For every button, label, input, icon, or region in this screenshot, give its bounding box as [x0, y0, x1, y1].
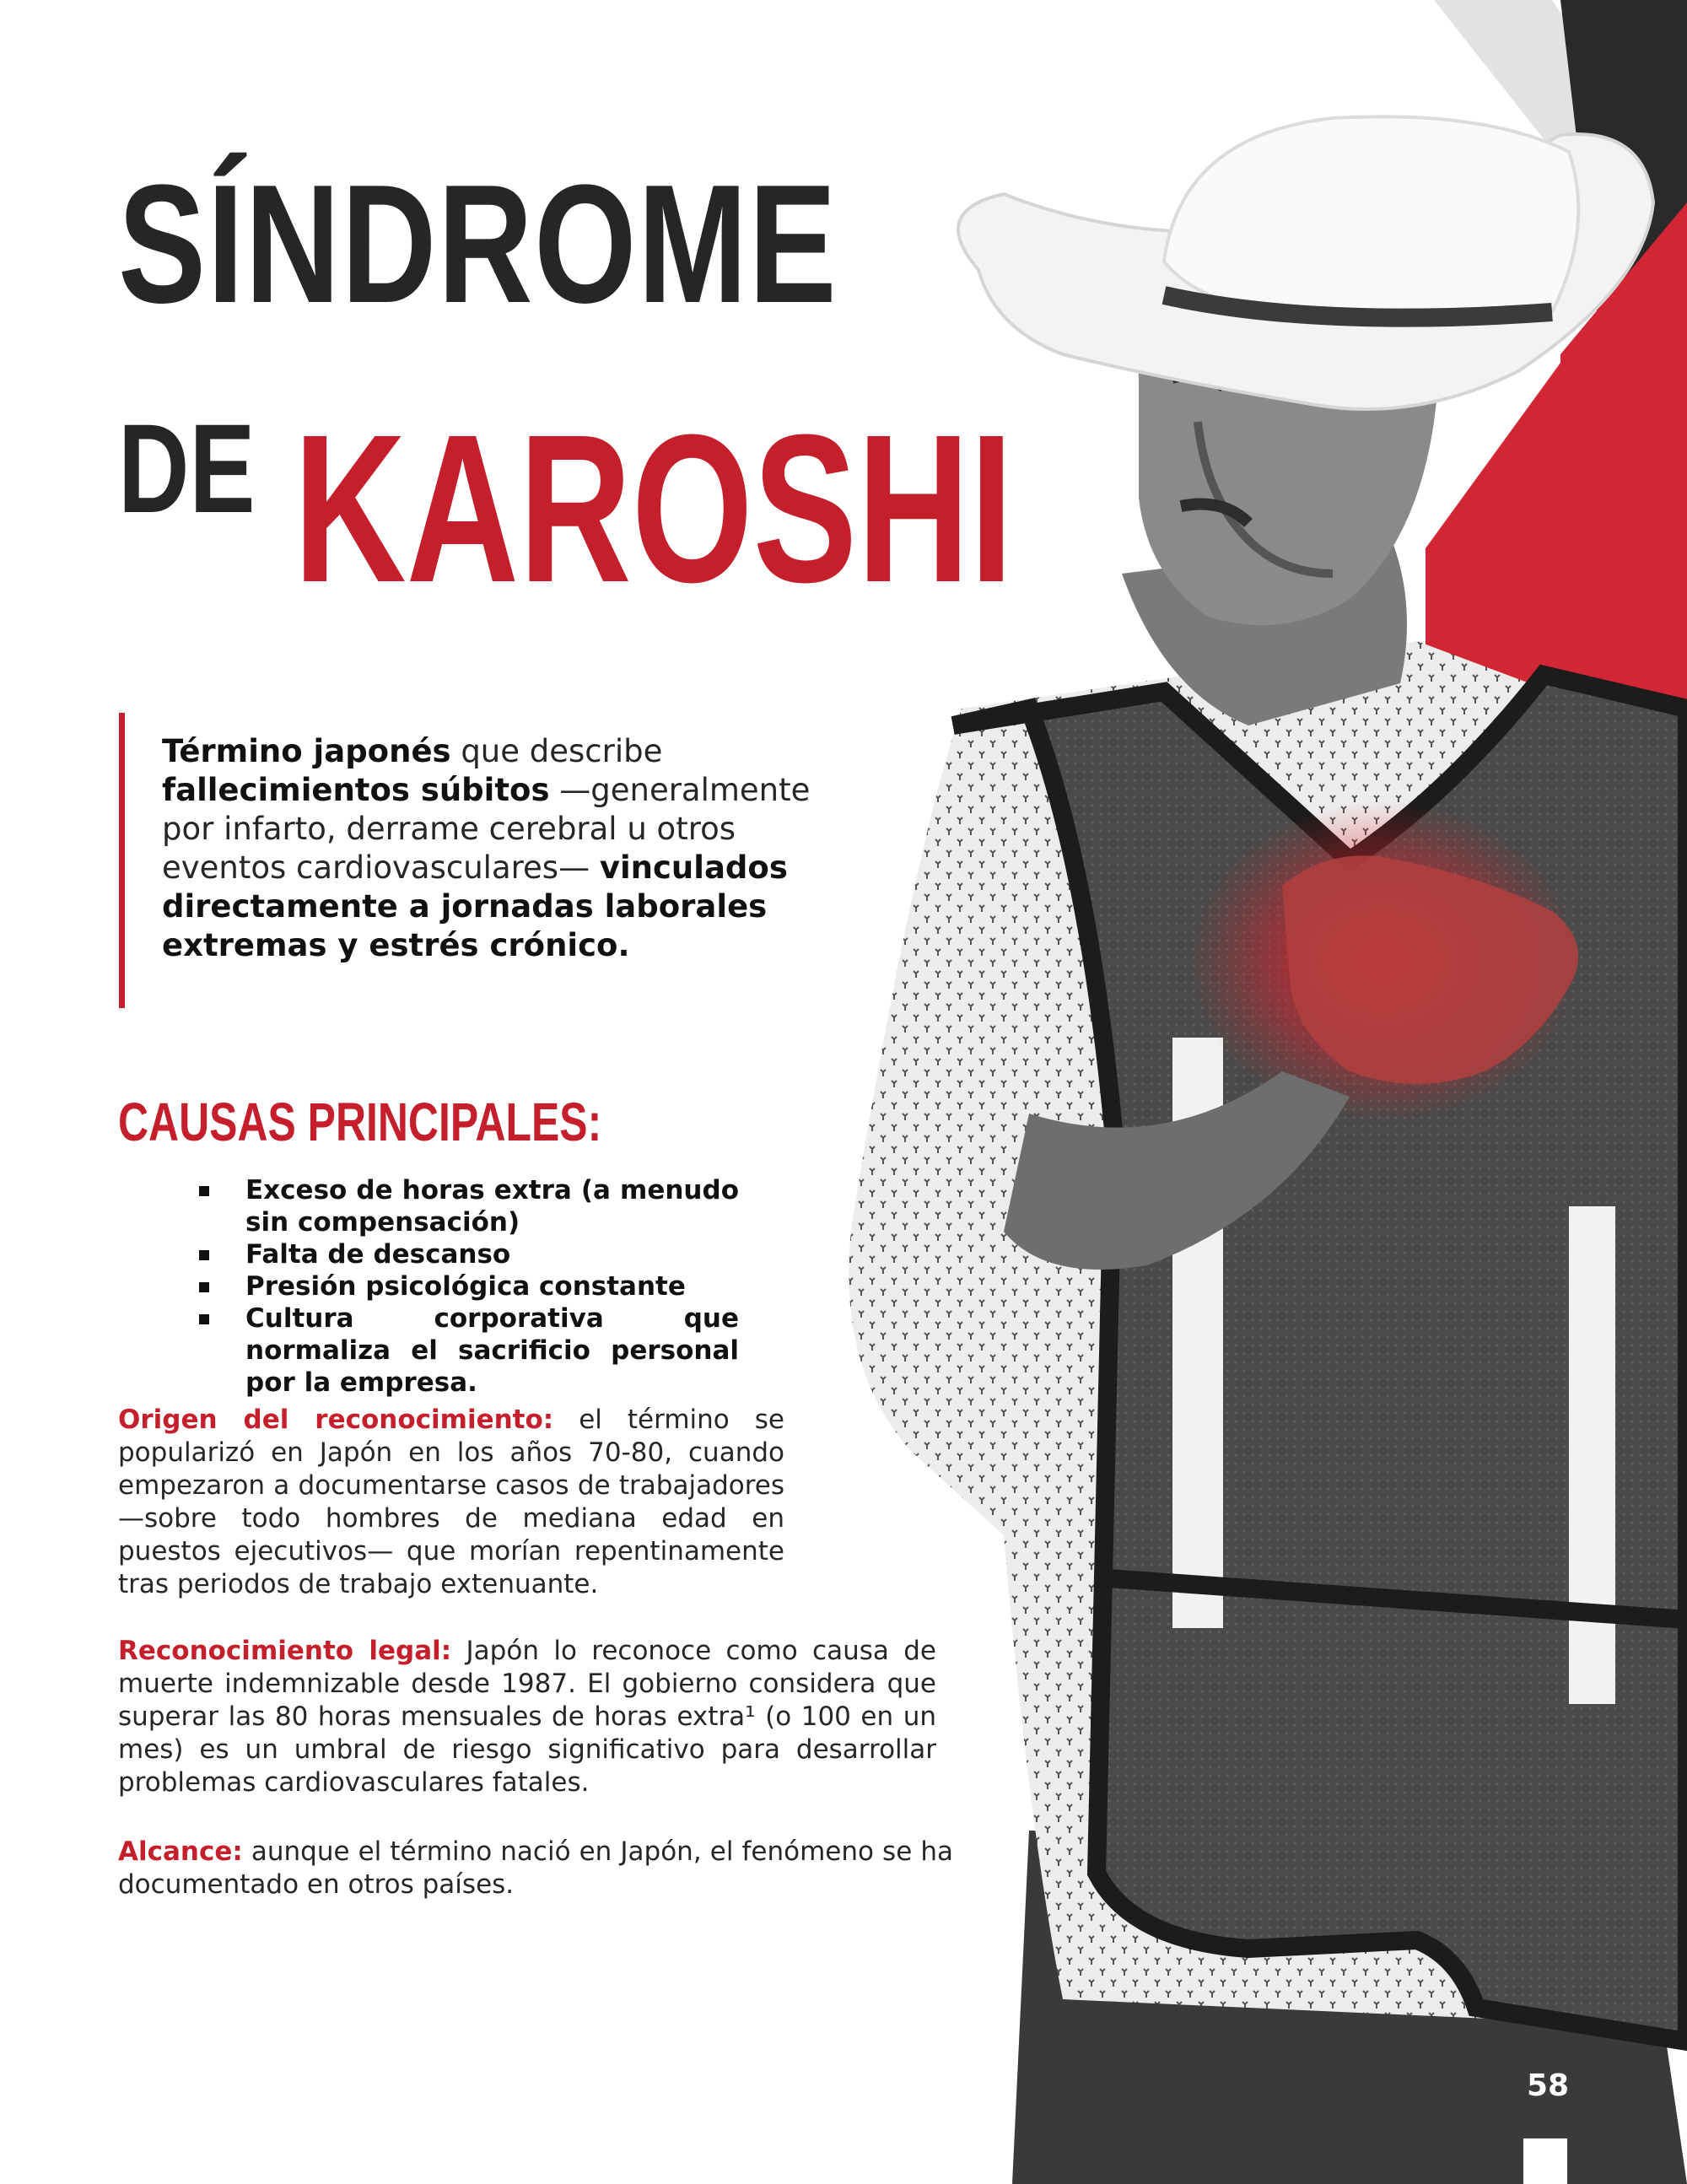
title-line-2-main: KAROSHI	[294, 391, 1014, 626]
cause-text: Exceso de horas extra (a menudo sin compensación)	[245, 1175, 739, 1238]
causes-list	[199, 1174, 739, 1399]
cause-item	[199, 1302, 739, 1399]
cause-item	[199, 1174, 739, 1238]
origin-label: Origen del reconocimiento:	[118, 1405, 554, 1435]
title-line-2-prefix: DE	[118, 397, 256, 539]
bullet-square-icon	[199, 1314, 209, 1324]
causes-heading: CAUSAS PRINCIPALES:	[118, 1092, 602, 1152]
legal-label: Reconocimiento legal:	[118, 1636, 452, 1666]
bullet-square-icon	[199, 1250, 209, 1260]
title-line-1: SÍNDROME	[118, 150, 838, 338]
legal-paragraph	[118, 1635, 936, 1799]
bullet-square-icon	[199, 1282, 209, 1292]
hat-crown	[1164, 116, 1578, 316]
scope-label: Alcance:	[118, 1836, 243, 1867]
intro-text-2: —generalmente por infarto, derrame cerebral u otros eventos cardiovasculares—	[162, 772, 811, 886]
cause-text: Falta de descanso	[245, 1239, 511, 1270]
bullet-square-icon	[199, 1186, 209, 1196]
origin-text: el término se popularizó en Japón en los años 70-80, cuando empezaron a documentarse casos de trabajadores —sobre todo hombres de mediana edad en puestos ejecutivos— que morían repentinamente tras periodos de trabajo extenuante.	[118, 1405, 784, 1599]
intro-text-1: que describe	[450, 733, 663, 769]
intro-paragraph	[162, 732, 828, 965]
legal-text: Japón lo reconoce como causa de muerte indemnizable desde 1987. El gobierno considera que superar las 80 horas mensuales de horas extra¹ (o 100 en un mes) es un umbral de riesgo significativo para desarrollar problemas cardiovasculares fatales.	[118, 1636, 936, 1798]
cause-item	[199, 1270, 739, 1302]
scope-text: aunque el término nació en Japón, el fenómeno se ha documentado en otros países.	[118, 1836, 953, 1900]
page-number: 58	[1527, 2068, 1570, 2103]
intro-bold-linked: vinculados directamente a jornadas laborales extremas y estrés crónico.	[162, 849, 788, 963]
origin-paragraph	[118, 1404, 784, 1601]
vest-reflective-stripe-right	[1569, 1206, 1615, 1704]
intro-accent-bar	[119, 713, 125, 1008]
page-corner-box	[1523, 2138, 1567, 2184]
cause-text: Presión psicológica constante	[245, 1271, 686, 1302]
cause-text: Cultura corporativa que normaliza el sacrificio personal por la empresa.	[245, 1303, 739, 1398]
cause-item	[199, 1238, 739, 1270]
scope-paragraph	[118, 1836, 953, 1901]
intro-bold-deaths: fallecimientos súbitos	[162, 772, 550, 808]
intro-bold-term: Término japonés	[162, 733, 451, 769]
